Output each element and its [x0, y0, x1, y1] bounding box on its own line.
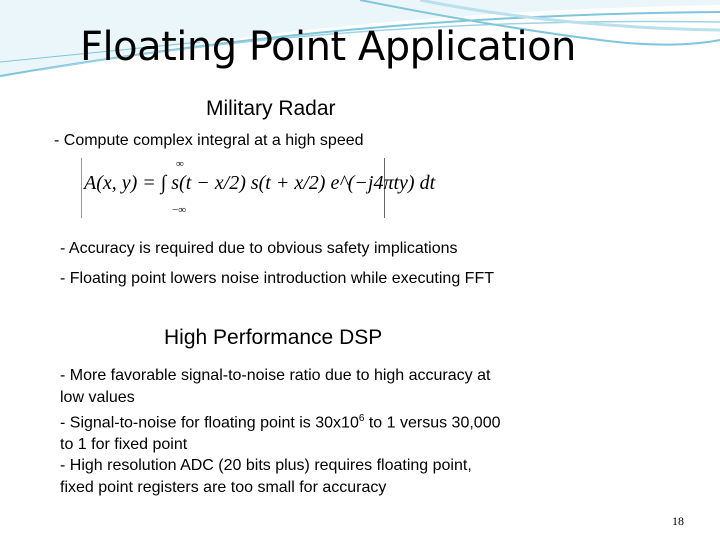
section-heading-dsp: High Performance DSP — [164, 326, 383, 349]
integral-lower-limit: −∞ — [172, 204, 187, 216]
bullet-accuracy: - Accuracy is required due to obvious safety implications — [60, 240, 458, 257]
integral-upper-limit: ∞ — [176, 158, 184, 170]
dsp-line-5: - High resolution ADC (20 bits plus) requires floating point, — [60, 457, 472, 475]
integral-formula: A(x, y) = ∫ s(t − x/2) s(t + x/2) e^(−j4πty) dt — [84, 172, 436, 194]
dsp-line-6: fixed point registers are too small for accuracy — [60, 478, 387, 496]
slide-title: Floating Point Application — [80, 24, 576, 70]
dsp-line-4: to 1 for fixed point — [60, 435, 188, 453]
integral-formula-image — [81, 158, 436, 218]
page-number: 18 — [672, 514, 684, 528]
dsp-line-2: low values — [60, 388, 135, 406]
intro-line: - Compute complex integral at a high speed — [54, 132, 364, 149]
dsp-line-3: - Signal-to-noise for floating point is $30x10^6$ to 1 versus 30,000 — [60, 413, 501, 432]
section-heading-military-radar: Military Radar — [206, 97, 336, 120]
dsp-paragraph — [60, 365, 620, 498]
dsp-line-1: - More favorable signal-to-noise ratio due to high accuracy at — [60, 367, 491, 384]
bullet-floating-point-fft: - Floating point lowers noise introduction while executing FFT — [60, 270, 494, 287]
